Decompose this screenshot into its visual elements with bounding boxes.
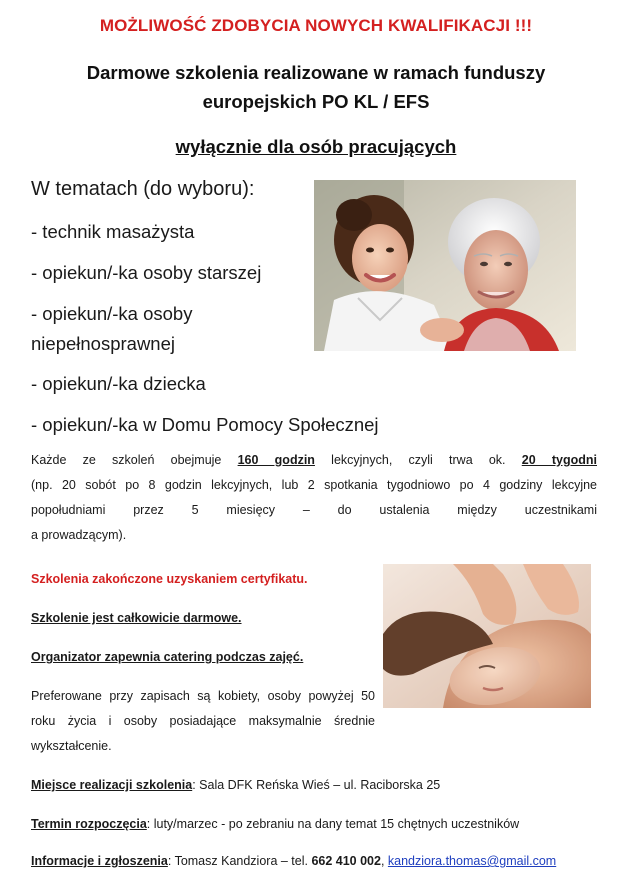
course-info-text: lekcyjnych, czyli trwa ok. [331, 453, 506, 467]
preferences-line-2: roku życia i osoby posiadające maksymalnie średnie [31, 714, 375, 728]
audience-heading: wyłącznie dla osób pracujących [175, 136, 457, 157]
headline: MOŻLIWOŚĆ ZDOBYCIA NOWYCH KWALIFIKACJI !!! [99, 16, 533, 35]
certificate-notice: Szkolenia zakończone uzyskaniem certyfikatu. [31, 572, 308, 586]
start-value: : luty/marzec - po zebraniu na dany temat 15 chętnych uczestników [146, 817, 520, 831]
topics-heading: W tematach (do wyboru): [31, 178, 255, 200]
course-info-line-1 [31, 448, 597, 473]
course-info-line-4: a prowadzącym). [31, 528, 127, 542]
location-label: Miejsce realizacji szkolenia [31, 778, 193, 792]
start-label: Termin rozpoczęcia [31, 817, 147, 831]
contact-line [31, 854, 556, 868]
location-line [31, 778, 440, 792]
start-line [31, 817, 519, 831]
topic-item: - opiekun/-ka osoby [31, 303, 193, 324]
preferences-line-1: Preferowane przy zapisach są kobiety, osoby powyżej 50 [31, 689, 375, 703]
caregiver-elderly-photo [314, 180, 576, 351]
topic-item-continuation: niepełnosprawnej [31, 333, 175, 354]
topic-item: - opiekun/-ka osoby starszej [31, 262, 262, 283]
course-info-text: Każde ze szkoleń obejmuje [31, 453, 222, 467]
subtitle-line-1: Darmowe szkolenia realizowane w ramach funduszy [86, 62, 546, 83]
course-info-line-3: popołudniami przez 5 miesięcy – do ustalenia między uczestnikami [31, 503, 597, 517]
course-hours: 160 godzin [237, 453, 315, 467]
free-notice: Szkolenie jest całkowicie darmowe. [31, 611, 242, 625]
catering-notice: Organizator zapewnia catering podczas zajęć. [31, 650, 304, 664]
location-value: : Sala DFK Reńska Wieś – ul. Raciborska 25 [192, 778, 441, 792]
contact-text: : Tomasz Kandziora – tel. [167, 854, 312, 868]
preferences-line-3: wykształcenie. [31, 739, 112, 753]
topic-item: - opiekun/-ka w Domu Pomocy Społecznej [31, 414, 379, 435]
topic-item: - technik masażysta [31, 221, 195, 242]
contact-separator: , [380, 854, 388, 868]
preferences-paragraph [31, 684, 375, 759]
topic-item: - opiekun/-ka dziecka [31, 373, 206, 394]
course-weeks: 20 tygodni [521, 453, 597, 467]
contact-email-link[interactable]: kandziora.thomas@gmail.com [387, 854, 557, 868]
contact-phone: 662 410 002 [311, 854, 381, 868]
course-info-line-2: (np. 20 sobót po 8 godzin lekcyjnych, lub 2 spotkania tygodniowo po 4 godziny lekcyjne [31, 478, 597, 492]
contact-label: Informacje i zgłoszenia [31, 854, 168, 868]
massage-photo [383, 564, 591, 708]
course-info-paragraph [31, 448, 597, 548]
subtitle-line-2: europejskich PO KL / EFS [202, 91, 430, 112]
